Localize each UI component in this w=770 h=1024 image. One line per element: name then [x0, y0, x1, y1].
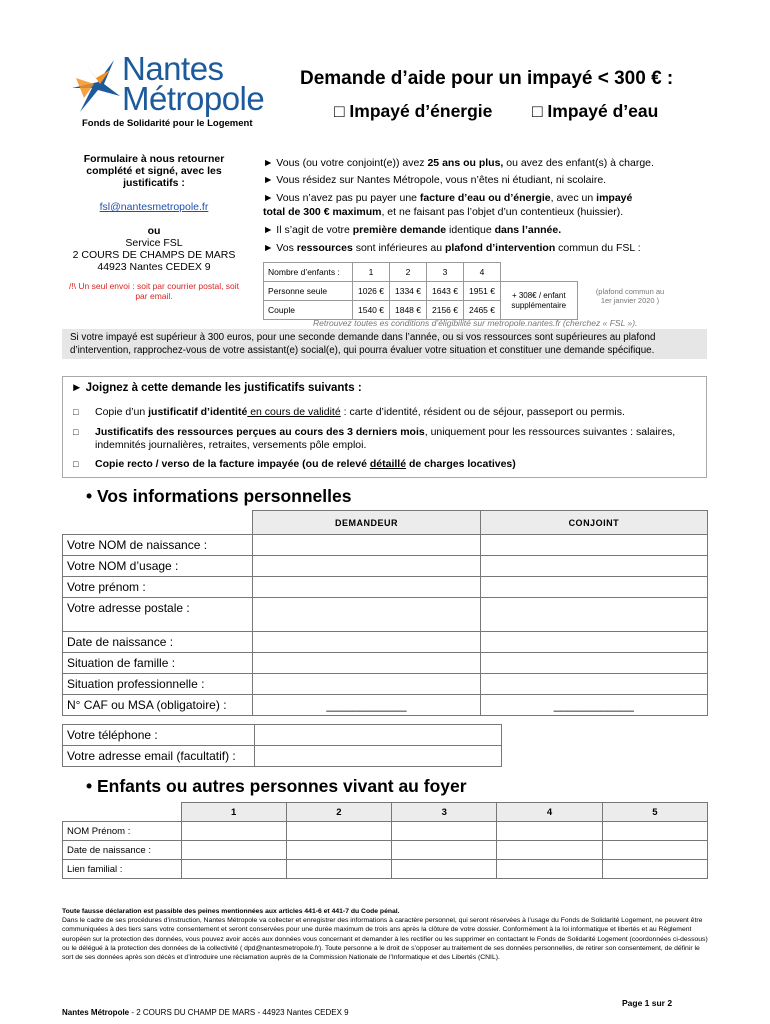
- input-cell[interactable]: [286, 822, 391, 841]
- table-cell: Couple: [264, 301, 353, 320]
- input-cell[interactable]: [480, 653, 707, 674]
- input-cell[interactable]: [497, 822, 602, 841]
- row-label: Votre prénom :: [63, 577, 253, 598]
- column-header: 2: [286, 803, 391, 822]
- input-cell[interactable]: [253, 535, 480, 556]
- option-water-checkbox[interactable]: □ Impayé d’eau: [532, 101, 659, 121]
- section-title-children: • Enfants ou autres personnes vivant au foyer: [86, 776, 467, 796]
- checkbox-icon[interactable]: □: [73, 459, 79, 469]
- legal-bold: Toute fausse déclaration est passible des peines mentionnées aux articles 441-6 et 441-7 du Code pénal.: [62, 908, 400, 915]
- eligibility-note: Retrouvez toutes es conditions d’éligibilité sur metropole.nantes.fr (cherchez « FSL »).: [313, 318, 638, 328]
- table-cell: 1540 €: [353, 301, 390, 320]
- input-cell[interactable]: [181, 841, 286, 860]
- column-header: 1: [181, 803, 286, 822]
- input-cell[interactable]: [255, 746, 502, 767]
- column-header: 4: [497, 803, 602, 822]
- row-label: Situation professionnelle :: [63, 674, 253, 695]
- table-row: [264, 282, 578, 301]
- table-row: [63, 860, 708, 879]
- fsl-label: Fonds de Solidarité pour le Logement: [82, 118, 253, 129]
- return-line1: Formulaire à nous retourner: [83, 153, 225, 165]
- input-cell[interactable]: [286, 841, 391, 860]
- table-row: [63, 803, 708, 822]
- or-label: ou: [147, 225, 161, 237]
- input-cell[interactable]: [602, 841, 707, 860]
- column-header-conjoint: CONJOINT: [480, 511, 707, 535]
- input-cell[interactable]: [392, 860, 497, 879]
- condition-resources: ► Vos ressources sont inférieures au plafond d’intervention commun du FSL :: [263, 242, 641, 254]
- input-cell[interactable]: [392, 841, 497, 860]
- row-label: Votre téléphone :: [63, 725, 255, 746]
- table-cell: 1848 €: [390, 301, 427, 320]
- row-label: Lien familial :: [63, 860, 182, 879]
- input-cell[interactable]: ____________: [253, 695, 480, 716]
- condition-first-request: ► Il s’agit de votre première demande identique dans l’année.: [263, 224, 562, 236]
- condition-residence: ► Vous résidez sur Nantes Métropole, vous n’êtes ni étudiant, ni scolaire.: [263, 174, 607, 186]
- input-cell[interactable]: [286, 860, 391, 879]
- table-cell: Nombre d’enfants :: [264, 263, 353, 282]
- page-title: Demande d’aide pour un impayé < 300 € :: [300, 68, 674, 89]
- table-row: [63, 746, 502, 767]
- logo-text-metropole: Métropole: [122, 80, 265, 117]
- input-cell[interactable]: [253, 598, 480, 632]
- input-cell[interactable]: [181, 822, 286, 841]
- service-label: Service FSL: [125, 237, 183, 249]
- table-cell: + 308€ / enfant supplémentaire: [501, 282, 578, 320]
- nantes-metropole-logo-icon: [70, 58, 122, 114]
- row-label: Votre adresse postale :: [63, 598, 253, 632]
- table-cell: 1334 €: [390, 282, 427, 301]
- table-cell: 4: [464, 263, 501, 282]
- input-cell[interactable]: [253, 674, 480, 695]
- checkbox-icon[interactable]: □: [73, 427, 79, 437]
- return-line3: justificatifs :: [123, 177, 185, 189]
- table-cell: 2: [390, 263, 427, 282]
- table-cell: Personne seule: [264, 282, 353, 301]
- input-cell[interactable]: [602, 822, 707, 841]
- condition-age: ► Vous (ou votre conjoint(e)) avez 25 ans ou plus, ou avez des enfant(s) à charge.: [263, 157, 654, 169]
- option-energy-checkbox[interactable]: □ Impayé d’énergie: [334, 101, 493, 121]
- input-cell[interactable]: [480, 674, 707, 695]
- table-row: [63, 577, 708, 598]
- table-row: [63, 841, 708, 860]
- section-title-personal: • Vos informations personnelles: [86, 486, 352, 506]
- table-row: [63, 632, 708, 653]
- legal-notice: [62, 907, 708, 962]
- input-cell[interactable]: [253, 556, 480, 577]
- input-cell[interactable]: [255, 725, 502, 746]
- input-cell[interactable]: [480, 577, 707, 598]
- legal-text: Dans le cadre de ses procédures d’instruction, Nantes Métropole va collecter et enregistrer des informations à caractère personnel, qui seront réservées à l’usage du Fonds de Solidarité Logement, ne peuvent être communiquées à des tiers sans votre consentement et seront conservées pour une durée maximum de trois ans après la clôture de votre dossier. Conformément à la loi informatique et libertés et au Règlement européen sur la protection des données, vous pouvez avoir accès aux données vous concernant et demander à les rectifier ou les supprimer en contactant le Fonds de Solidarité Logement (coordonnées ci-dessous) ou le délégué à la protection des données de la collectivité ( dpd@nantesmetropole.fr). Toute personne a le droit de s’opposer au traitement de ses données personnelles, de retirer son consentement, de définir le sort de ses données après son décès et d’introduire une réclamation auprès de la Commission Nationale de l’Informatique et des Libertés (CNIL).: [62, 917, 708, 962]
- row-label: NOM Prénom :: [63, 822, 182, 841]
- personal-info-table: [62, 510, 708, 716]
- input-cell[interactable]: [181, 860, 286, 879]
- return-instructions: [62, 147, 246, 323]
- table-cell: 2465 €: [464, 301, 501, 320]
- table-cell: 1643 €: [427, 282, 464, 301]
- contact-table: [62, 724, 502, 767]
- input-cell[interactable]: [392, 822, 497, 841]
- table-cell: 1: [353, 263, 390, 282]
- row-label: N° CAF ou MSA (obligatoire) :: [63, 695, 253, 716]
- row-label: Situation de famille :: [63, 653, 253, 674]
- table-row: [63, 598, 708, 632]
- return-line2: complété et signé, avec les: [86, 165, 222, 177]
- column-header: 5: [602, 803, 707, 822]
- table-row: [63, 674, 708, 695]
- address-line2: 44923 Nantes CEDEX 9: [97, 261, 211, 273]
- row-label: Votre adresse email (facultatif) :: [63, 746, 255, 767]
- table-cell: 1026 €: [353, 282, 390, 301]
- table-row: [63, 695, 708, 716]
- table-row: [63, 511, 708, 535]
- footer: Nantes Métropole - 2 COURS DU CHAMP DE MARS - 44923 Nantes CEDEX 9: [62, 1008, 349, 1017]
- table-cell: 1951 €: [464, 282, 501, 301]
- input-cell[interactable]: [602, 860, 707, 879]
- warning-note: /!\ Un seul envoi : soit par courrier postal, soit par email.: [68, 281, 240, 301]
- row-label: Date de naissance :: [63, 632, 253, 653]
- input-cell[interactable]: [497, 860, 602, 879]
- input-cell[interactable]: [253, 632, 480, 653]
- justificatifs-title: ► Joignez à cette demande les justificatifs suivants :: [71, 382, 362, 394]
- table-cell: 2156 €: [427, 301, 464, 320]
- row-label: Votre NOM de naissance :: [63, 535, 253, 556]
- input-cell[interactable]: [480, 556, 707, 577]
- input-cell[interactable]: [480, 535, 707, 556]
- checkbox-icon[interactable]: □: [73, 407, 79, 417]
- table-row: [63, 556, 708, 577]
- income-ceiling-table: [263, 262, 578, 320]
- input-cell[interactable]: ____________: [480, 695, 707, 716]
- input-cell[interactable]: [497, 841, 602, 860]
- table-cell: 3: [427, 263, 464, 282]
- table-row: [63, 535, 708, 556]
- children-table: [62, 802, 708, 879]
- column-header: 3: [392, 803, 497, 822]
- address-line1: 2 COURS DE CHAMPS DE MARS: [72, 249, 236, 261]
- table-row: [264, 263, 578, 282]
- plafond-note: (plafond commun au 1er janvier 2020 ): [595, 287, 665, 305]
- row-label: Date de naissance :: [63, 841, 182, 860]
- input-cell[interactable]: [480, 598, 707, 632]
- page-number: Page 1 sur 2: [622, 998, 673, 1008]
- justificatifs-box: ► Joignez à cette demande les justificatifs suivants : □ Copie d’un justificatif d’identité en cours de validité : carte d’identité, résident ou de séjour, passeport ou permis. □ Justificatifs des ressources perçues au cours des 3 derniers mois, uniquement pour les ressources suivantes : salaires, indemnités journalières, retraites, versements pôle emploi. □ Copie recto / verso de la facture impayée (ou de relevé détaillé de charges locatives): [62, 376, 707, 478]
- gray-notice: Si votre impayé est supérieur à 300 euros, pour une seconde demande dans l’année, ou si vos ressources sont supérieures au plafond d’intervention, rapprochez-vous de votre assistant(e) social(e), qui pourra évaluer votre situation et constituer une demande spécifique.: [62, 329, 707, 359]
- table-row: [63, 653, 708, 674]
- input-cell[interactable]: [253, 653, 480, 674]
- condition-invoice: ► Vous n’avez pas pu payer une facture d’eau ou d’énergie, avec un impayé total de 300 € maximum, et ne faisant pas l’objet d’un contentieux (huissier).: [263, 192, 633, 218]
- table-row: [63, 822, 708, 841]
- email-link[interactable]: fsl@nantesmetropole.fr: [99, 201, 209, 213]
- input-cell[interactable]: [253, 577, 480, 598]
- row-label: Votre NOM d’usage :: [63, 556, 253, 577]
- input-cell[interactable]: [480, 632, 707, 653]
- table-row: [63, 725, 502, 746]
- logo-text-nantes: Nantes: [122, 50, 224, 87]
- column-header-demandeur: DEMANDEUR: [253, 511, 480, 535]
